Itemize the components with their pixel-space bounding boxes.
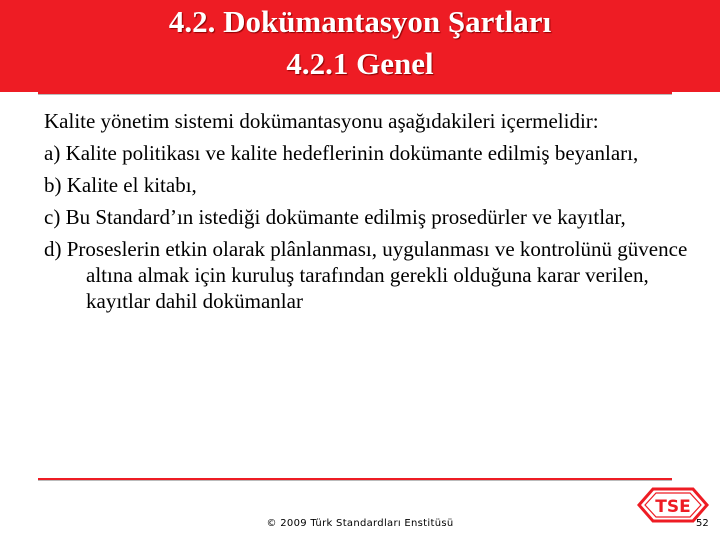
copyright-text: © 2009 Türk Standardları Enstitüsü [266,518,454,529]
page-number: 52 [696,518,709,529]
title-banner [0,0,720,92]
slide-subtitle: 4.2.1 Genel [286,46,434,81]
top-divider [38,92,672,95]
slide-title: 4.2. Dokümantasyon Şartları [168,4,552,39]
bottom-divider [38,478,672,481]
slide-body [44,108,694,320]
tse-logo-text: TSE [655,497,691,517]
list-item: b) Kalite el kitabı, [44,173,197,197]
list-item: a) Kalite politikası ve kalite hedeflerinin dokümante edilmiş beyanları, [44,141,639,165]
list-item: d) Proseslerin etkin olarak plânlanması, uygulanması ve kontrolünü güvence altına almak için kuruluş tarafından gerekli olduğuna karar verilen, kayıtlar dahil dokümanlar [44,237,688,313]
list-item: c) Bu Standard’ın istediği dokümante edilmiş prosedürler ve kayıtlar, [44,205,626,229]
list-item: Kalite yönetim sistemi dokümantasyonu aşağıdakileri içermelidir: [44,109,599,133]
